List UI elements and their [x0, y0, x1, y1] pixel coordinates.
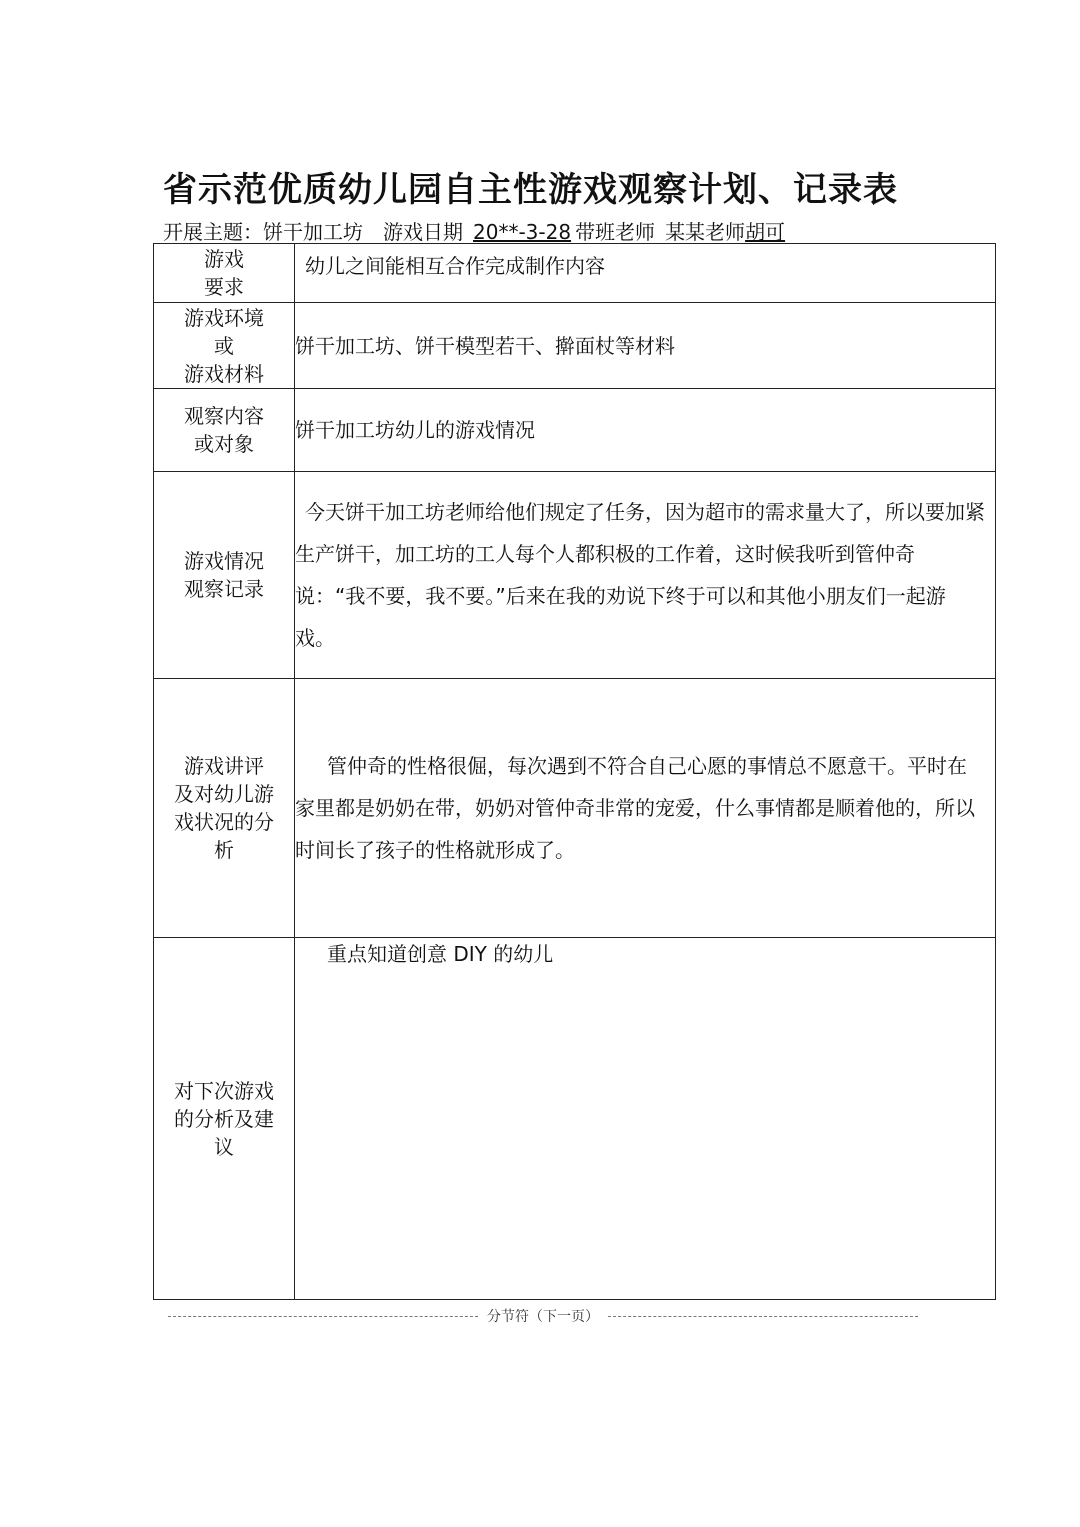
row-label: 观察内容 或对象 — [154, 389, 295, 472]
section-break — [168, 1306, 918, 1328]
row-content: 饼干加工坊、饼干模型若干、擀面杖等材料 — [295, 303, 996, 389]
observation-table — [153, 243, 996, 1300]
theme-label: 开展主题： — [163, 220, 263, 244]
meta-line — [163, 216, 785, 245]
table-row — [154, 389, 996, 472]
table-row — [154, 938, 996, 1300]
row-label: 游戏环境 或 游戏材料 — [154, 303, 295, 389]
section-break-line-right — [608, 1316, 918, 1317]
teacher-value: 某某老师 — [665, 220, 746, 244]
table-row — [154, 679, 996, 938]
section-break-label: 分节符（下一页） — [487, 1309, 599, 1325]
row-content: 重点知道创意 DIY 的幼儿 — [295, 938, 996, 1300]
teacher-label: 带班老师 — [575, 220, 656, 244]
teacher-name: 胡可 — [745, 220, 786, 244]
table-row — [154, 303, 996, 389]
row-content: 今天饼干加工坊老师给他们规定了任务，因为超市的需求量大了，所以要加紧生产饼干，加工坊的工人每个人都积极的工作着，这时候我听到管仲奇说：“我不要，我不要。”后来在我的劝说下终于可以和其他小朋友们一起游戏。 — [295, 472, 996, 679]
theme-value: 饼干加工坊 — [263, 220, 363, 244]
row-label: 游戏 要求 — [154, 244, 295, 303]
date-value: 20**-3-28 — [473, 220, 572, 244]
table-row — [154, 472, 996, 679]
page-title: 省示范优质幼儿园自主性游戏观察计划、记录表 — [163, 170, 898, 210]
row-content: 管仲奇的性格很倔，每次遇到不符合自己心愿的事情总不愿意干。平时在家里都是奶奶在带，奶奶对管仲奇非常的宠爱，什么事情都是顺着他的，所以时间长了孩子的性格就形成了。 — [295, 679, 996, 938]
row-content: 饼干加工坊幼儿的游戏情况 — [295, 389, 996, 472]
row-content: 幼儿之间能相互合作完成制作内容 — [295, 244, 996, 303]
table-row — [154, 244, 996, 303]
date-label: 游戏日期 — [383, 220, 463, 244]
row-label: 对下次游戏 的分析及建 议 — [154, 938, 295, 1300]
row-label: 游戏讲评 及对幼儿游 戏状况的分 析 — [154, 679, 295, 938]
row-label: 游戏情况 观察记录 — [154, 472, 295, 679]
